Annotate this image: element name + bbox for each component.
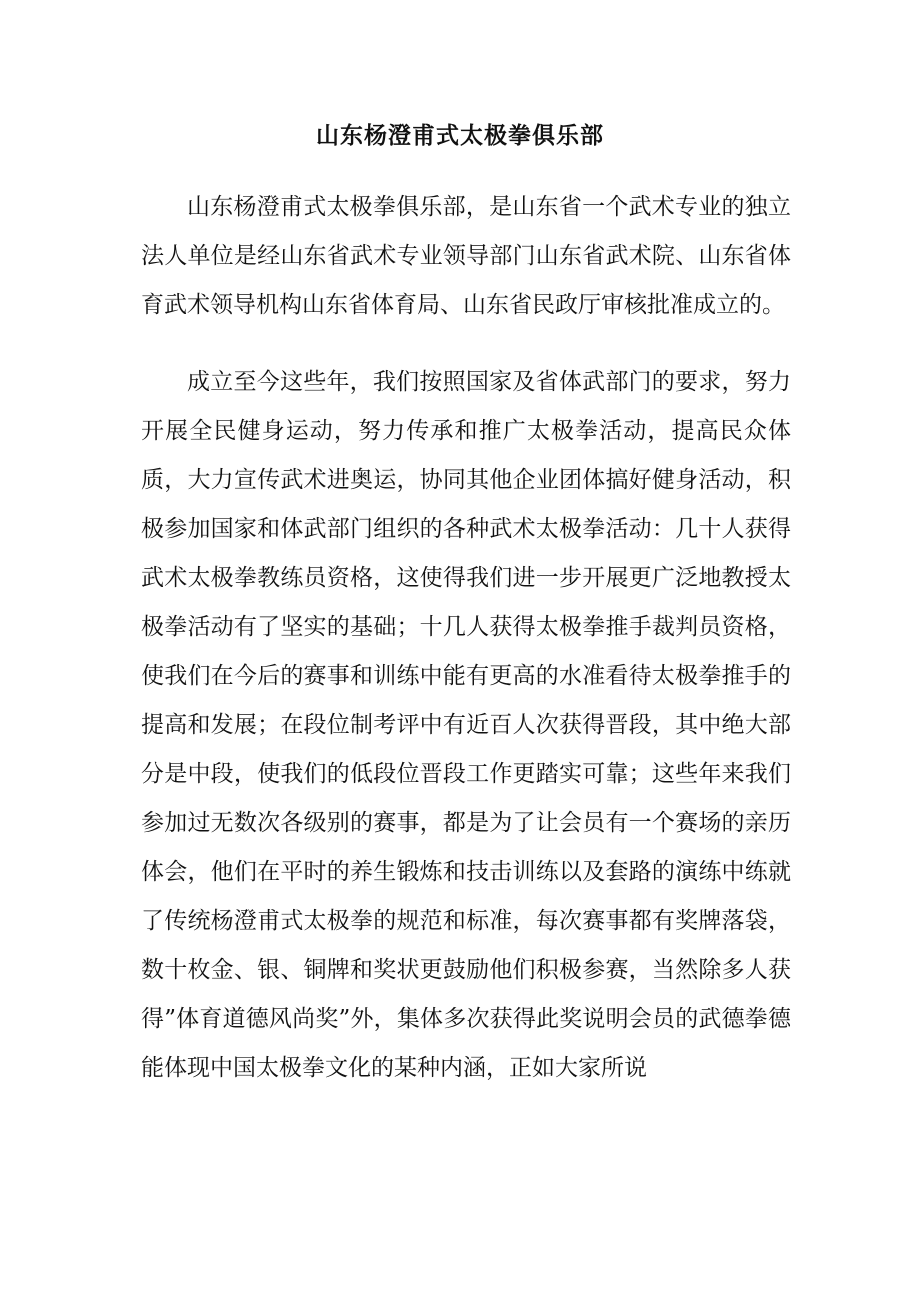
document-title: 山东杨澄甫式太极拳俱乐部: [316, 122, 604, 149]
paragraph-achievements: 成立至今这些年，我们按照国家及省体武部门的要求，努力开展全民健身运动，努力传承和推广太极拳活动，提高民众体质，大力宣传武术进奥运，协同其他企业团体搞好健身活动，积极参加国家和体武部门组织的各种武术太极拳活动：几十人获得武术太极拳教练员资格，这使得我们进一步开展更广泛地教授太极拳活动有了坚实的基础；十几人获得太极拳推手裁判员资格，使我们在今后的赛事和训练中能有更高的水准看待太极拳推手的提高和发展；在段位制考评中有近百人次获得晋段，其中绝大部分是中段，使我们的低段位晋段工作更踏实可靠；这些年来我们参加过无数次各级别的赛事，都是为了让会员有一个赛场的亲历体会，他们在平时的养生锻炼和技击训练以及套路的演练中练就了传统杨澄甫式太极拳的规范和标准，每次赛事都有奖牌落袋，数十枚金、银、铜牌和奖状更鼓励他们积极参赛，当然除多人获得”体育道德风尚奖”外，集体多次获得此奖说明会员的武德拳德能体现中国太极拳文化的某种内涵，正如大家所说: [141, 369, 791, 1081]
document-body: [141, 183, 791, 1093]
paragraph-intro: 山东杨澄甫式太极拳俱乐部，是山东省一个武术专业的独立法人单位是经山东省武术专业领导部门山东省武术院、山东省体育武术领导机构山东省体育局、山东省民政厅审核批准成立的。: [141, 194, 791, 318]
